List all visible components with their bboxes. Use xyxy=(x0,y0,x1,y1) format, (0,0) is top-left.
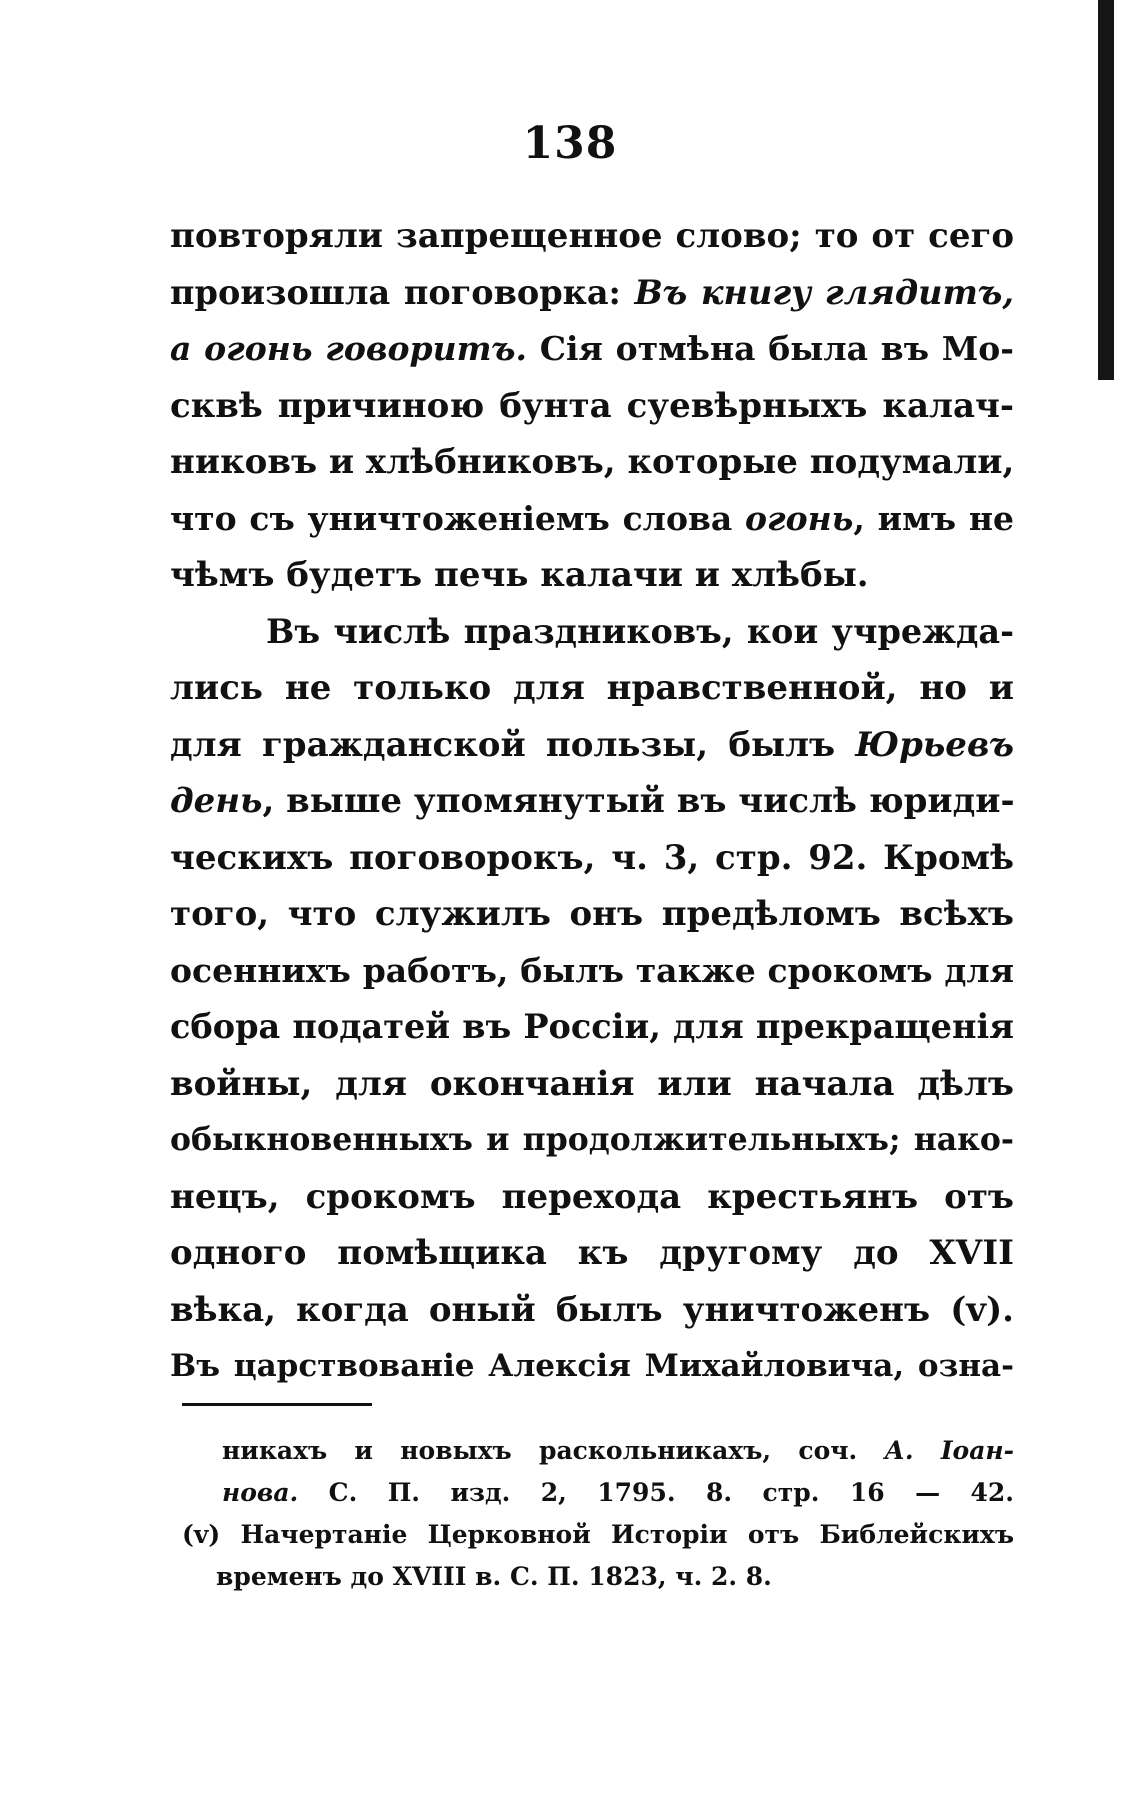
text-line xyxy=(170,321,1014,378)
text-line xyxy=(170,1282,1014,1339)
text-run: лись не только для нравственной, но и xyxy=(170,668,1014,708)
paragraph-start-line xyxy=(170,604,1014,661)
text-run: что съ уничтоженіемъ слова xyxy=(170,498,745,538)
text-line xyxy=(170,943,1014,1000)
text-run: для гражданской пользы, былъ xyxy=(170,724,856,765)
text-line xyxy=(170,830,1014,887)
text-run: осеннихъ работъ, былъ также срокомъ для xyxy=(170,950,1014,990)
text-run: никахъ и новыхъ раскольникахъ, соч. xyxy=(222,1436,885,1465)
footnote-line xyxy=(182,1556,1014,1598)
footnote-line xyxy=(182,1430,1014,1472)
italic-text-run: Юрьевъ xyxy=(855,724,1014,765)
text-line xyxy=(170,265,1014,322)
text-run: того, что служилъ онъ предѣломъ всѣхъ xyxy=(170,894,1014,934)
text-run: нецъ, срокомъ перехода крестьянъ отъ xyxy=(170,1176,1014,1217)
text-line xyxy=(170,999,1014,1056)
page-number: 138 xyxy=(522,118,618,169)
text-line xyxy=(170,773,1014,830)
text-run: , имъ не xyxy=(853,498,1014,538)
text-run: никовъ и хлѣбниковъ, которые подумали, xyxy=(170,442,1015,482)
text-line xyxy=(170,491,1014,548)
text-line xyxy=(170,886,1014,943)
footnote-line xyxy=(182,1514,1014,1556)
text-run: сбора податей въ Россіи, для прекращенія xyxy=(170,1007,1014,1046)
text-line xyxy=(170,547,1014,604)
text-run: С. П. изд. 2, 1795. 8. стр. 16 — 42. xyxy=(298,1478,1014,1507)
text-line xyxy=(170,1338,1014,1395)
text-run: произошла поговорка: xyxy=(170,272,635,312)
italic-text-run: день xyxy=(170,781,263,821)
text-run: временъ до XVIII в. С. П. 1823, ч. 2. 8. xyxy=(216,1562,772,1591)
footnotes xyxy=(182,1430,1014,1598)
italic-text-run: а огонь говоритъ. xyxy=(170,329,528,368)
text-line xyxy=(170,1112,1014,1169)
text-run: Сія отмѣна была въ Мо- xyxy=(527,329,1014,368)
text-run: , выше упомянутый въ числѣ юриди- xyxy=(262,781,1015,821)
body-text xyxy=(170,208,1014,1395)
text-run: войны, для окончанія или начала дѣлъ xyxy=(170,1063,1014,1104)
text-run: Въ числѣ праздниковъ, кои учреждa- xyxy=(266,611,1014,651)
text-line xyxy=(170,717,1014,774)
text-run: вѣка, когда оный былъ уничтоженъ (v). xyxy=(170,1289,1014,1330)
text-line xyxy=(170,208,1014,265)
text-line xyxy=(170,660,1014,717)
footnote-line xyxy=(182,1472,1014,1514)
page-edge-shadow xyxy=(1098,0,1114,380)
text-run: Въ царствованіе Алексія Михайловича, озна- xyxy=(170,1348,1014,1384)
text-run: (v) Начертаніе Церковной Исторіи отъ Библейскихъ xyxy=(182,1520,1014,1549)
text-run: ческихъ поговорокъ, ч. 3, стр. 92. Кромѣ xyxy=(170,837,1014,878)
text-run: повторяли запрещенное слово; то от сего xyxy=(170,216,1014,256)
italic-text-run: нова. xyxy=(222,1478,299,1507)
italic-text-run: огонь xyxy=(745,498,854,538)
text-line xyxy=(170,1056,1014,1113)
text-line xyxy=(170,1169,1014,1226)
text-run: сквѣ причиною бунта суевѣрныхъ калач- xyxy=(170,385,1014,426)
text-line xyxy=(170,1225,1014,1282)
text-line xyxy=(170,378,1014,435)
text-run: обыкновенныхъ и продолжительныхъ; нако- xyxy=(170,1121,1014,1158)
italic-text-run: Въ книгу глядитъ, xyxy=(634,272,1014,312)
italic-text-run: А. Іоан- xyxy=(884,1436,1014,1465)
text-run: одного помѣщика къ другому до XVII xyxy=(170,1233,1014,1273)
text-run: чѣмъ будетъ печь калачи и хлѣбы. xyxy=(170,555,869,595)
text-line xyxy=(170,434,1014,491)
footnote-separator xyxy=(182,1403,372,1406)
